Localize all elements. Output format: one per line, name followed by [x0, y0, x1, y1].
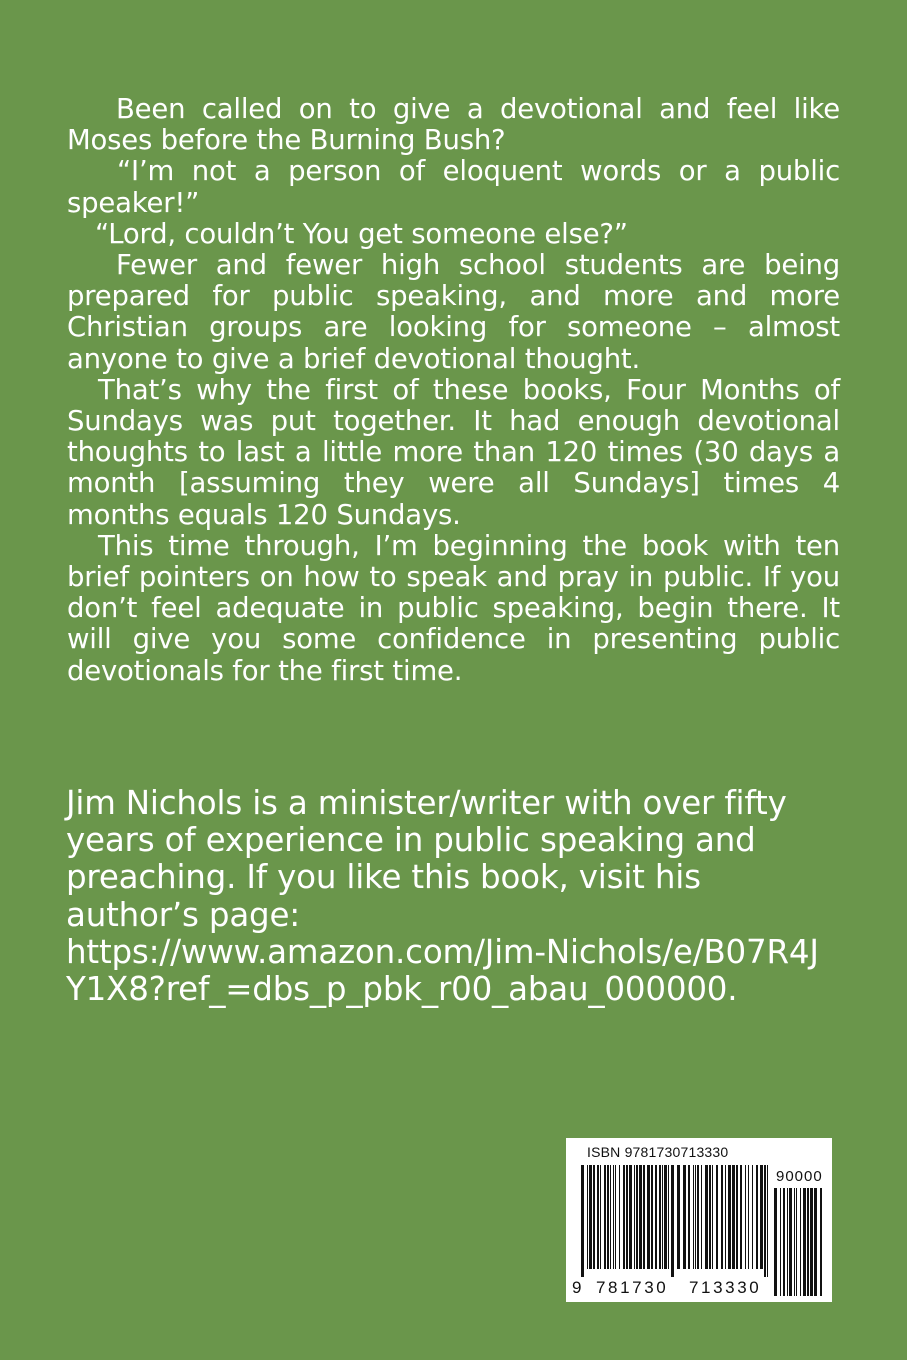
barcode-bar: [619, 1165, 620, 1269]
ean13-barcode-bars: [581, 1165, 770, 1277]
barcode-bar: [709, 1165, 711, 1269]
barcode-bar: [639, 1165, 642, 1269]
barcode-bar: [623, 1165, 625, 1269]
barcode-bar: [767, 1165, 768, 1277]
barcode-bar: [712, 1165, 713, 1269]
barcode-bar: [615, 1165, 616, 1269]
barcode-bar: [589, 1165, 592, 1269]
author-bio-text: Jim Nichols is a minister/writer with over fifty years of experience in public speaking and preaching. If you like this book, visit his author’s page:: [66, 784, 787, 934]
barcode-bar: [634, 1165, 635, 1269]
blurb-paragraph-4: Fewer and fewer high school students are being prepared for public speaking, and more and more Christian groups are looking for someone – almost anyone to give a brief devotional thought.: [67, 249, 840, 375]
barcode-bar: [803, 1188, 806, 1296]
barcode-bar: [794, 1188, 795, 1296]
barcode-bar: [668, 1165, 669, 1269]
barcode-bar: [756, 1165, 758, 1269]
ean-right-digits: 713330: [689, 1278, 762, 1297]
barcode-bar: [774, 1188, 777, 1296]
barcode-bar: [740, 1165, 742, 1269]
barcode-bar: [671, 1165, 674, 1277]
barcode-bar: [716, 1165, 718, 1269]
barcode-bar: [796, 1188, 797, 1296]
barcode-bar: [587, 1165, 588, 1269]
barcode-bar: [780, 1188, 781, 1296]
author-bio: [66, 785, 826, 1008]
barcode-bar: [810, 1188, 813, 1296]
barcode-bar: [643, 1165, 645, 1269]
barcode-bar: [752, 1165, 753, 1269]
barcode-bar: [764, 1165, 766, 1277]
barcode-bar: [693, 1165, 694, 1269]
barcode-bar: [651, 1165, 653, 1269]
barcode-bar: [732, 1165, 735, 1269]
blurb-paragraph-6: This time through, I’m beginning the book with ten brief pointers on how to speak and pray in public. If you don’t feel adequate in public speaking, begin there. It will give you some confidence in presenting public devotionals for the first time.: [67, 529, 840, 687]
ean-left-digits: 781730: [596, 1278, 669, 1297]
barcode-bar: [662, 1165, 663, 1269]
barcode-bar: [593, 1165, 595, 1269]
barcode-bar: [600, 1165, 601, 1269]
barcode-bar: [604, 1165, 606, 1269]
barcode-bar: [783, 1188, 785, 1296]
author-page-url: https://www.amazon.com/Jim-Nichols/e/B07R4JY1X8?ref_=dbs_p_pbk_r00_abau_000000.: [66, 932, 819, 1009]
barcode-bar: [597, 1165, 599, 1269]
barcode-bar: [705, 1165, 708, 1269]
blurb-paragraph-1: Been called on to give a devotional and feel like Moses before the Burning Bush?: [67, 93, 840, 157]
barcode-bar: [745, 1165, 746, 1269]
barcode-bar: [647, 1165, 650, 1269]
blurb-paragraph-5: That’s why the first of these books, Four Months of Sundays was put together. It had enough devotional thoughts to last a little more than 120 times (30 days a month [assuming they were all Sundays] times 4 months equals 120 Sundays.: [67, 373, 840, 531]
barcode-bar: [695, 1165, 696, 1269]
addon-barcode-bars: [774, 1188, 824, 1296]
barcode-bar: [607, 1165, 609, 1269]
isbn-label: ISBN 9781730713330: [587, 1144, 729, 1160]
barcode-bar: [683, 1165, 686, 1269]
barcode-bar: [697, 1165, 699, 1269]
price-addon-number: 90000: [776, 1168, 823, 1185]
barcode-bar: [820, 1188, 822, 1296]
barcode-bar: [787, 1188, 788, 1296]
barcode-bar: [748, 1165, 749, 1269]
barcode-bar: [613, 1165, 614, 1269]
blurb-paragraph-2: “I’m not a person of eloquent words or a public speaker!”: [67, 155, 840, 219]
barcode-bar: [655, 1165, 657, 1269]
ean-first-digit: 9: [572, 1278, 582, 1297]
blurb-paragraph-3: “Lord, couldn’t You get someone else?”: [95, 217, 628, 250]
barcode-bar: [800, 1188, 801, 1296]
barcode-bar: [814, 1188, 817, 1296]
barcode-bar: [725, 1165, 726, 1269]
barcode-bar: [626, 1165, 628, 1269]
barcode-bar: [728, 1165, 731, 1269]
barcode-bar: [721, 1165, 723, 1269]
barcode-bar: [760, 1165, 763, 1269]
barcode-bar: [789, 1188, 792, 1296]
blurb-text: [67, 94, 840, 687]
barcode-bar: [629, 1165, 632, 1269]
barcode-bar: [659, 1165, 661, 1269]
barcode-bar: [636, 1165, 638, 1269]
barcode-bar: [807, 1188, 809, 1296]
barcode-bar: [688, 1165, 690, 1269]
barcode-bar: [610, 1165, 611, 1269]
barcode-bar: [701, 1165, 702, 1269]
barcode-bar: [736, 1165, 738, 1269]
barcode-bar: [581, 1165, 584, 1277]
barcode-bar: [664, 1165, 667, 1269]
barcode-bar: [677, 1165, 680, 1269]
isbn-barcode: [566, 1138, 832, 1302]
